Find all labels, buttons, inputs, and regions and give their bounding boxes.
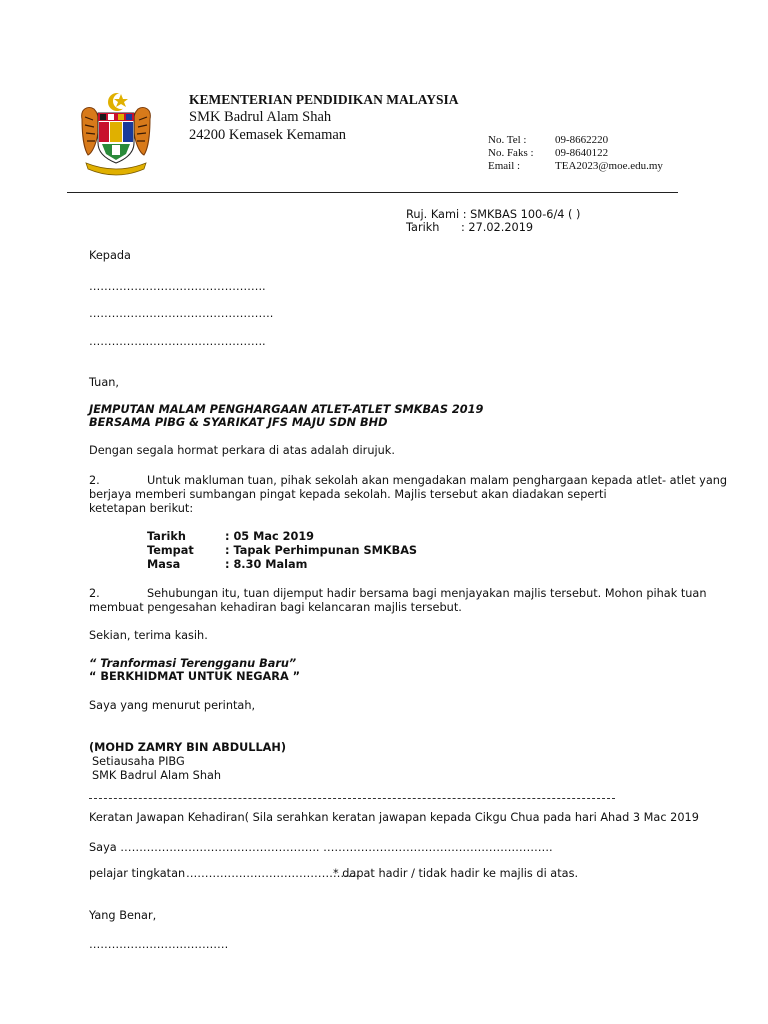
school-address: 24200 Kemasek Kemaman: [189, 127, 347, 143]
ministry-name: KEMENTERIAN PENDIDIKAN MALAYSIA: [189, 92, 459, 107]
contact-fax-value: 09-8640122: [555, 147, 609, 159]
reply-slip-form-label: pelajar tingkatan: [89, 867, 186, 880]
contact-email-value: TEA2023@moe.edu.my: [555, 160, 663, 172]
para2-line-2: membuat pengesahan kehadiran bagi kelancaran majlis tersebut.: [89, 601, 462, 614]
recipient-kepada: Kepada: [89, 249, 131, 262]
letterhead-divider: [67, 192, 678, 193]
reply-slip-form-field[interactable]: ……………………………………….: [186, 867, 360, 880]
event-place-label: Tempat: [147, 544, 194, 557]
contact-email-label: Email :: [488, 160, 521, 172]
contact-tel-value: 09-8662220: [555, 134, 609, 146]
cut-line: [89, 798, 615, 799]
reply-slip-instruction: Keratan Jawapan Kehadiran( Sila serahkan keratan jawapan kepada Cikgu Chua pada hari Ahad 3 Mac 2019: [89, 811, 699, 824]
para2-line-1: Sehubungan itu, tuan dijemput hadir bersama bagi menjayakan majlis tersebut. Mohon pihak tuan: [147, 587, 707, 600]
reference-ruj: Ruj. Kami : SMKBAS 100-6/4 ( ): [406, 208, 581, 221]
intro-paragraph: Dengan segala hormat perkara di atas adalah dirujuk.: [89, 444, 395, 457]
subject-line-1: JEMPUTAN MALAM PENGHARGAAN ATLET-ATLET SMKBAS 2019: [89, 403, 484, 416]
event-date-value: : 05 Mac 2019: [225, 530, 315, 543]
signatory-name: (MOHD ZAMRY BIN ABDULLAH): [89, 741, 287, 754]
para2-number: 2.: [89, 587, 100, 600]
para1-line-3: ketetapan berikut:: [89, 502, 194, 515]
subject-line-2: BERSAMA PIBG & SYARIKAT JFS MAJU SDN BHD: [89, 416, 388, 429]
order-line: Saya yang menurut perintah,: [89, 699, 256, 712]
slogan-1: “ Tranformasi Terengganu Baru”: [89, 657, 297, 670]
event-place-value: : Tapak Perhimpunan SMKBAS: [225, 544, 418, 557]
reference-date-label: Tarikh: [406, 221, 440, 234]
slogan-2: “ BERKHIDMAT UNTUK NEGARA ”: [89, 670, 301, 683]
recipient-line-3: ………………………………………..: [89, 335, 266, 348]
event-date-label: Tarikh: [147, 530, 186, 543]
reply-slip-signature-field[interactable]: ……………………………….: [89, 938, 229, 951]
salutation: Tuan,: [89, 376, 120, 389]
closing-line: Sekian, terima kasih.: [89, 629, 208, 642]
para1-line-2: berjaya memberi sumbangan pingat kepada sekolah. Majlis tersebut akan diadakan seperti: [89, 488, 607, 501]
school-name: SMK Badrul Alam Shah: [189, 109, 332, 125]
recipient-line-2: ………………………………………….: [89, 307, 274, 320]
event-time-label: Masa: [147, 558, 181, 571]
signatory-title: Setiausaha PIBG: [92, 755, 185, 768]
reply-slip-name-field[interactable]: Saya …………………………………………….. …………………………………………………….: [89, 841, 553, 854]
contact-fax-label: No. Faks :: [488, 147, 534, 159]
malaysia-coat-of-arms-icon: [76, 91, 156, 181]
reply-slip-yang-benar: Yang Benar,: [89, 909, 157, 922]
reference-date-value: : 27.02.2019: [461, 221, 534, 234]
recipient-line-1: ………………………………………..: [89, 280, 266, 293]
para1-line-1: Untuk makluman tuan, pihak sekolah akan mengadakan malam penghargaan kepada atlet- atlet yang: [147, 474, 728, 487]
contact-tel-label: No. Tel :: [488, 134, 527, 146]
reply-slip-attendance: * dapat hadir / tidak hadir ke majlis di atas.: [333, 867, 579, 880]
para1-number: 2.: [89, 474, 100, 487]
signatory-school: SMK Badrul Alam Shah: [92, 769, 222, 782]
event-time-value: : 8.30 Malam: [225, 558, 308, 571]
